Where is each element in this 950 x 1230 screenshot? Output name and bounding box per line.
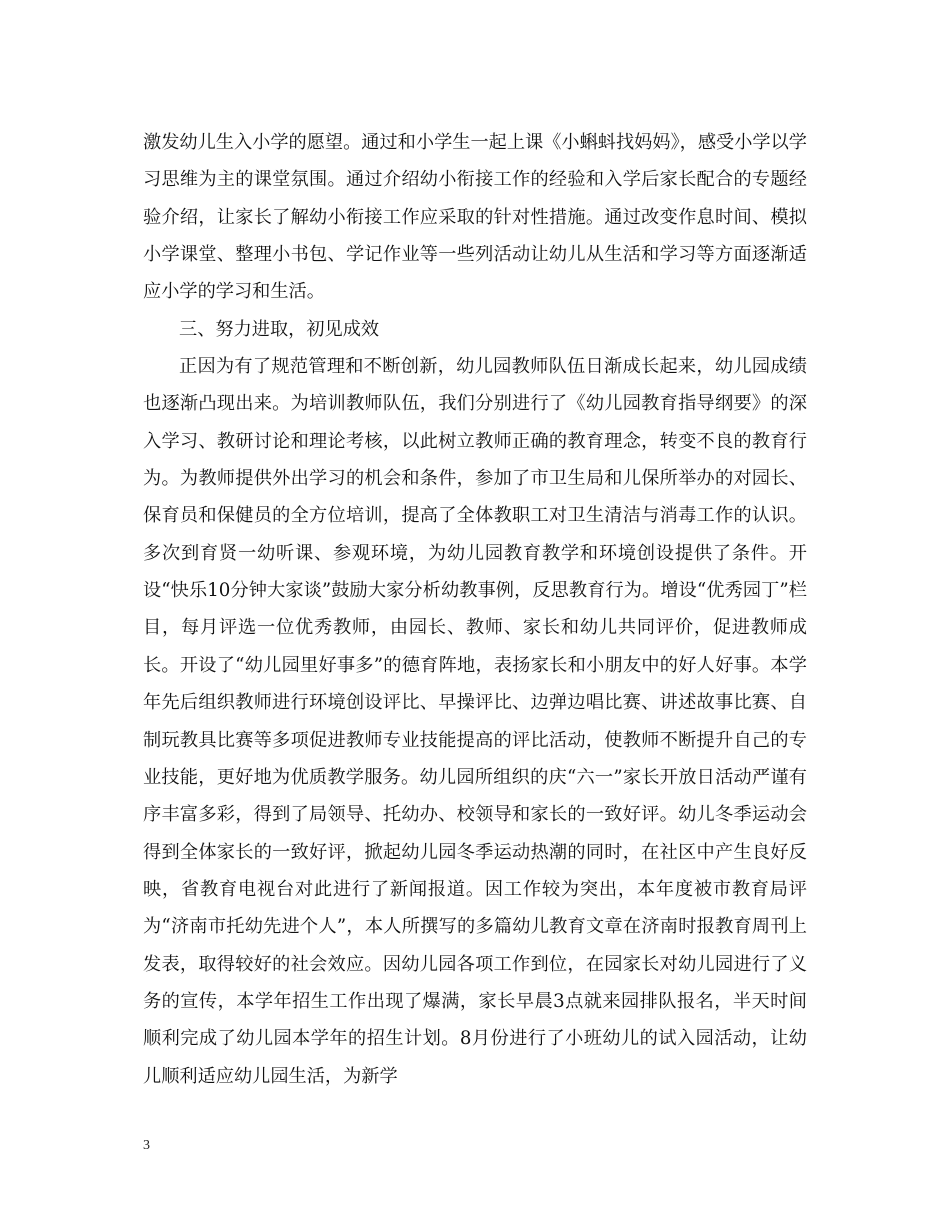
section-heading: 三、努力进取，初见成效 (179, 318, 380, 340)
paragraph-intro: 激发幼儿生入小学的愿望。通过和小学生一起上课《小蝌蚪找妈妈》，感受小学以学习思维为主的课堂氛围。通过介绍幼小衔接工作的经验和入学后家长配合的专题经验介绍，让家长了解幼小衔接工作应采取的针对性措施。通过改变作息时间、模拟小学课堂、整理小书包、学记作业等一些列活动让幼儿从生活和学习等方面逐渐适应小学的学习和生活。 (143, 132, 807, 303)
document-body (143, 124, 807, 1095)
paragraph-achievements: 正因为有了规范管理和不断创新，幼儿园教师队伍日渐成长起来，幼儿园成绩也逐渐凸现出来。为培训教师队伍，我们分别进行了《幼儿园教育指导纲要》的深入学习、教研讨论和理论考核，以此树立教师正确的教育理念，转变不良的教育行为。为教师提供外出学习的机会和条件，参加了市卫生局和儿保所举办的对园长、保育员和保健员的全方位培训，提高了全体教职工对卫生清洁与消毒工作的认识。多次到育贤一幼听课、参观环境，为幼儿园教育教学和环境创设提供了条件。开设“快乐10分钟大家谈”鼓励大家分析幼教事例，反思教育行为。增设“优秀园丁”栏目，每月评选一位优秀教师，由园长、教师、家长和幼儿共同评价，促进教师成长。开设了“幼儿园里好事多”的德育阵地，表扬家长和小朋友中的好人好事。本学年先后组织教师进行环境创设评比、早操评比、边弹边唱比赛、讲述故事比赛、自制玩教具比赛等多项促进教师专业技能提高的评比活动，使教师不断提升自己的专业技能，更好地为优质教学服务。幼儿园所组织的庆“六一”家长开放日活动严谨有序丰富多彩，得到了局领导、托幼办、校领导和家长的一致好评。幼儿冬季运动会得到全体家长的一致好评，掀起幼儿园冬季运动热潮的同时，在社区中产生良好反映，省教育电视台对此进行了新闻报道。因工作较为突出，本年度被市教育局评为“济南市托幼先进个人”，本人所撰写的多篇幼儿教育文章在济南时报教育周刊上发表，取得较好的社会效应。因幼儿园各项工作到位，在园家长对幼儿园进行了义务的宣传，本学年招生工作出现了爆满，家长早晨3点就来园排队报名，半天时间顺利完成了幼儿园本学年的招生计划。8月份进行了小班幼儿的试入园活动，让幼儿顺利适应幼儿园生活，为新学 (143, 356, 807, 1087)
page-number: 3 (143, 1138, 150, 1153)
